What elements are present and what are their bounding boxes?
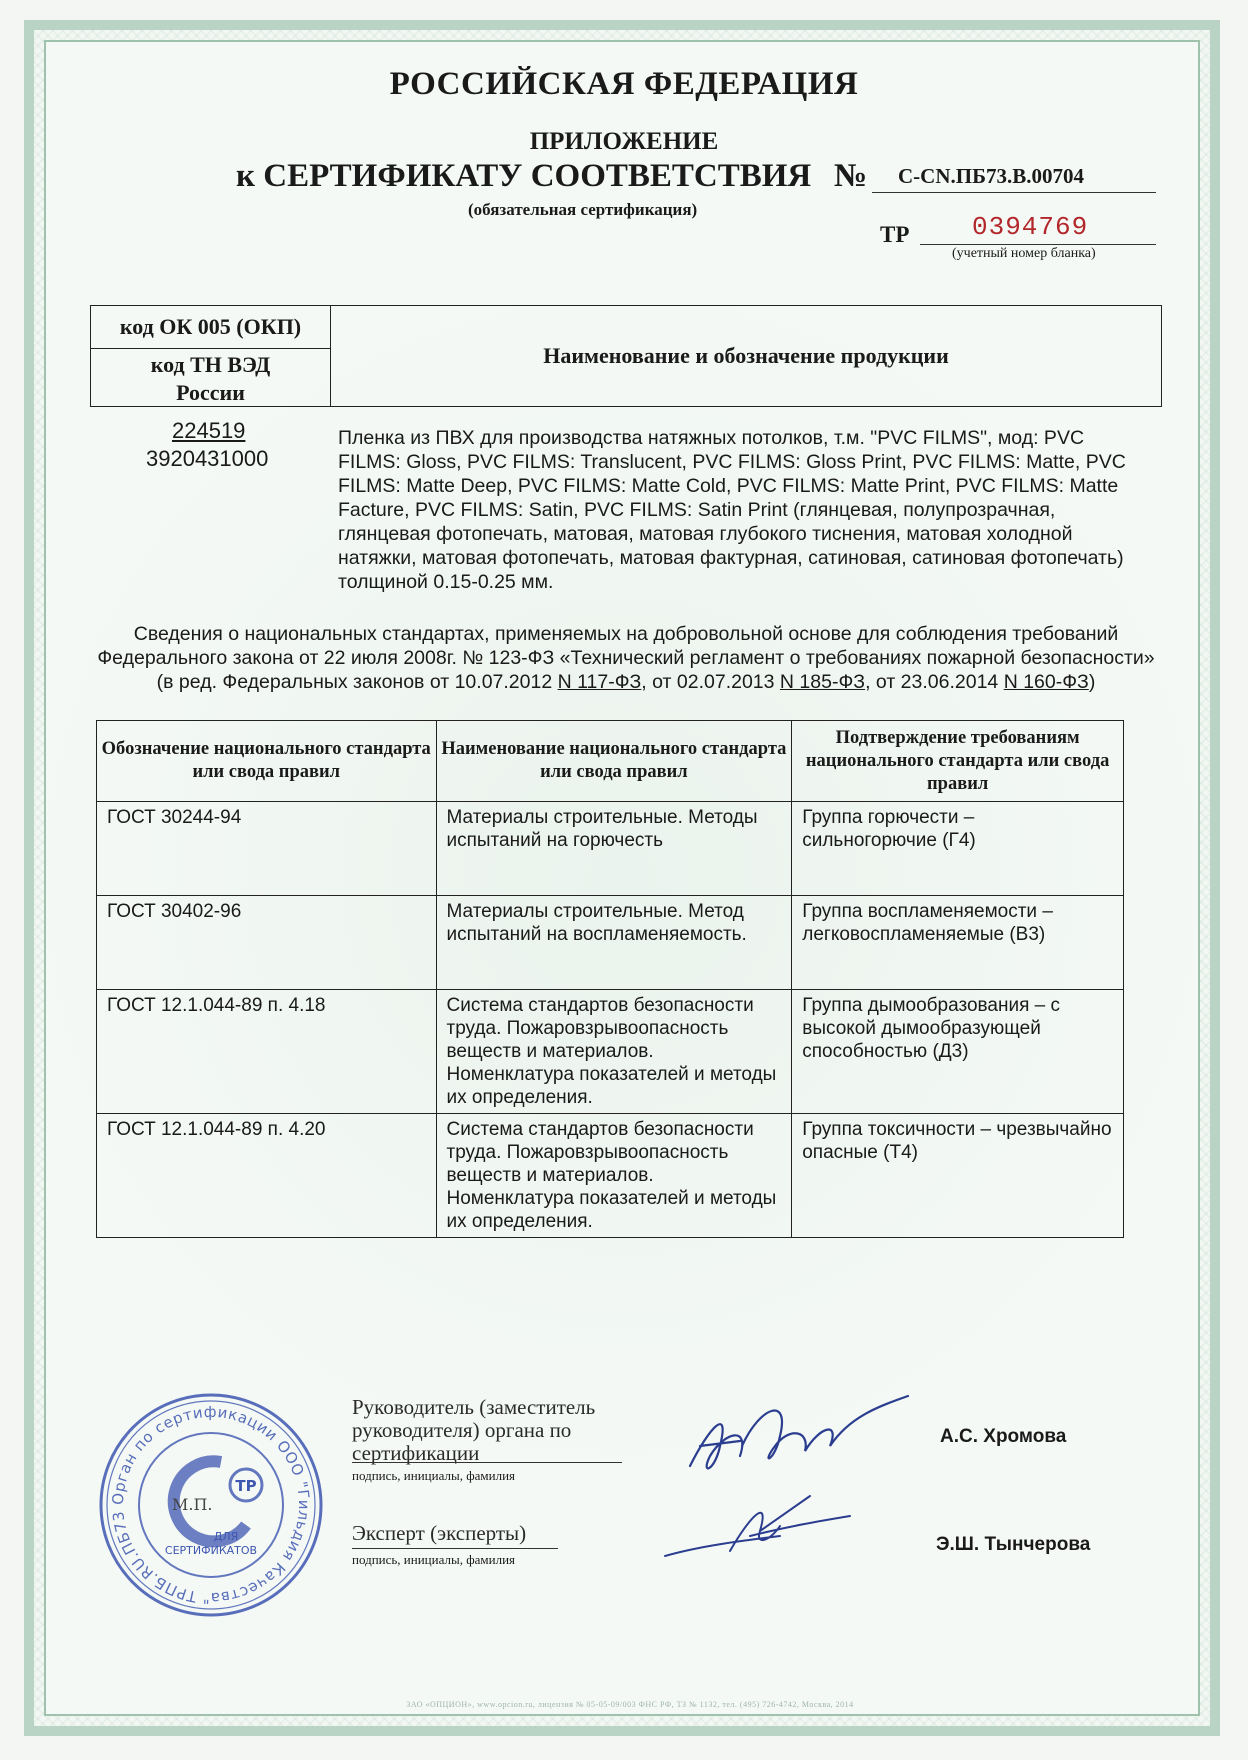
expert-label: Эксперт (эксперты) bbox=[352, 1521, 527, 1545]
head-signature-line bbox=[352, 1462, 622, 1463]
tnved-header-line-2: России bbox=[176, 380, 245, 405]
tnved-header-line-1: код ТН ВЭД bbox=[150, 352, 271, 377]
printer-footer-strip: ЗАО «ОПЦИОН», www.opcion.ru, лицензия № 05-05-09/003 ФНС РФ, ТЗ № 1132, тел. (495) 726-4742, Москва, 2014 bbox=[406, 1700, 854, 1709]
certification-body-seal bbox=[96, 1390, 326, 1620]
appendix-title: ПРИЛОЖЕНИЕ bbox=[529, 128, 719, 155]
expert-name: Э.Ш. Тынчерова bbox=[936, 1534, 1091, 1555]
head-signatory-name: А.С. Хромова bbox=[940, 1426, 1067, 1447]
intro-text-4: ) bbox=[1088, 671, 1096, 693]
standards-intro bbox=[90, 622, 1162, 694]
tnved-code-header bbox=[91, 349, 330, 407]
header-standard-name: Наименование национального стандарта или свода правил bbox=[436, 721, 792, 802]
expert-signature-caption: подпись, инициалы, фамилия bbox=[352, 1552, 516, 1567]
intro-text-2: , от 02.07.2013 bbox=[641, 671, 780, 693]
header-confirmation: Подтверждение требованиям национального стандарта или свода правил bbox=[792, 721, 1124, 802]
seal-ring-text: Орган по сертификации ООО "Гильдия Качества" ТРПБ.RU.ПБ73 bbox=[108, 1402, 314, 1608]
table-row bbox=[97, 896, 1124, 990]
law-link-117: N 117-ФЗ bbox=[557, 671, 642, 693]
table-row bbox=[97, 1114, 1124, 1238]
blank-serial-number: 0394769 bbox=[972, 212, 1089, 242]
confirmation-cell: Группа горючести – сильногорючие (Г4) bbox=[792, 802, 1124, 896]
tr-label: ТР bbox=[880, 222, 910, 247]
seal-center-text-1: ДЛЯ bbox=[213, 1530, 239, 1543]
serial-number-line bbox=[920, 244, 1156, 245]
certificate-number: C-CN.ПБ73.В.00704 bbox=[898, 164, 1084, 188]
designation-cell: ГОСТ 30402-96 bbox=[97, 896, 437, 990]
intro-text-1: Сведения о национальных стандартах, применяемых на добровольной основе для соблюдения требований Федерального закона от 22 июля 2008г. № 123-ФЗ «Технический регламент о требованиях пожарной безопасности» (в ред. Федеральных законов от 10.07.2012 bbox=[97, 623, 1155, 693]
law-link-160: N 160-ФЗ bbox=[1003, 671, 1089, 693]
designation-cell: ГОСТ 12.1.044-89 п. 4.20 bbox=[97, 1114, 437, 1238]
confirmation-cell: Группа токсичности – чрезвычайно опасные (Т4) bbox=[792, 1114, 1124, 1238]
certificate-number-line bbox=[872, 192, 1156, 193]
standards-table bbox=[96, 720, 1124, 1238]
table-row bbox=[97, 990, 1124, 1114]
expert-signature-line bbox=[352, 1548, 558, 1549]
designation-cell: ГОСТ 12.1.044-89 п. 4.18 bbox=[97, 990, 437, 1114]
table-header-row bbox=[97, 721, 1124, 802]
intro-text-3: , от 23.06.2014 bbox=[865, 671, 1004, 693]
header-designation: Обозначение национального стандарта или свода правил bbox=[97, 721, 437, 802]
product-header-table bbox=[90, 305, 1162, 407]
expert-handwritten-signature bbox=[660, 1486, 860, 1566]
standard-name-cell: Материалы строительные. Методы испытаний на горючесть bbox=[436, 802, 792, 896]
head-signature-caption: подпись, инициалы, фамилия bbox=[352, 1468, 516, 1483]
product-codes-header bbox=[91, 306, 331, 406]
okp-code: 224519 bbox=[172, 418, 246, 443]
head-signatory-label: Руководитель (заместитель руководителя) органа по сертификации bbox=[352, 1395, 596, 1465]
confirmation-cell: Группа дымообразования – с высокой дымообразующей способностью (Д3) bbox=[792, 990, 1124, 1114]
standard-name-cell: Система стандартов безопасности труда. Пожаровзрывоопасность веществ и материалов. Номенклатура показателей и методы их определения. bbox=[436, 990, 792, 1114]
okp-code-header: код ОК 005 (ОКП) bbox=[91, 306, 330, 349]
confirmation-cell: Группа воспламеняемости – легковоспламеняемые (В3) bbox=[792, 896, 1124, 990]
standard-name-cell: Система стандартов безопасности труда. Пожаровзрывоопасность веществ и материалов. Номенклатура показателей и методы их определения. bbox=[436, 1114, 792, 1238]
product-name-header: Наименование и обозначение продукции bbox=[543, 343, 949, 368]
number-sign: № bbox=[834, 158, 868, 194]
product-description: Пленка из ПВХ для производства натяжных потолков, т.м. "PVC FILMS", мод: PVC FILMS: Gloss, PVC FILMS: Translucent, PVC FILMS: Gloss Print, PVC FILMS: Matte, PVC FILMS: Matte Deep, PVC FILMS: Matte Cold, PVC FILMS: Matte Print, PVC FILMS: Matte Facture, PVC FILMS: Satin, PVC FILMS: Satin Print (глянцевая, полупрозрачная, глянцевая фотопечать, матовая, матовая глубокого тиснения, матовая холодной натяжки, матовая фотопечать, матовая фактурная, сатиновая, сатиновая фотопечать) толщиной 0.15-0.25 мм. bbox=[338, 427, 1126, 593]
designation-cell: ГОСТ 30244-94 bbox=[97, 802, 437, 896]
serial-number-caption: (учетный номер бланка) bbox=[952, 246, 1096, 261]
svg-text:ТР: ТР bbox=[235, 1477, 257, 1495]
standard-name-cell: Материалы строительные. Метод испытаний на воспламеняемость. bbox=[436, 896, 792, 990]
tnved-code: 3920431000 bbox=[146, 446, 269, 471]
certificate-title: к СЕРТИФИКАТУ СООТВЕТСТВИЯ bbox=[236, 158, 812, 194]
country-title: РОССИЙСКАЯ ФЕДЕРАЦИЯ bbox=[389, 66, 859, 102]
seal-mp-label: М.П. bbox=[172, 1495, 213, 1514]
certification-mode: (обязательная сертификация) bbox=[468, 200, 698, 219]
law-link-185: N 185-ФЗ bbox=[779, 671, 866, 693]
seal-center-text-2: СЕРТИФИКАТОВ bbox=[164, 1544, 258, 1557]
table-row bbox=[97, 802, 1124, 896]
head-handwritten-signature bbox=[680, 1386, 920, 1496]
